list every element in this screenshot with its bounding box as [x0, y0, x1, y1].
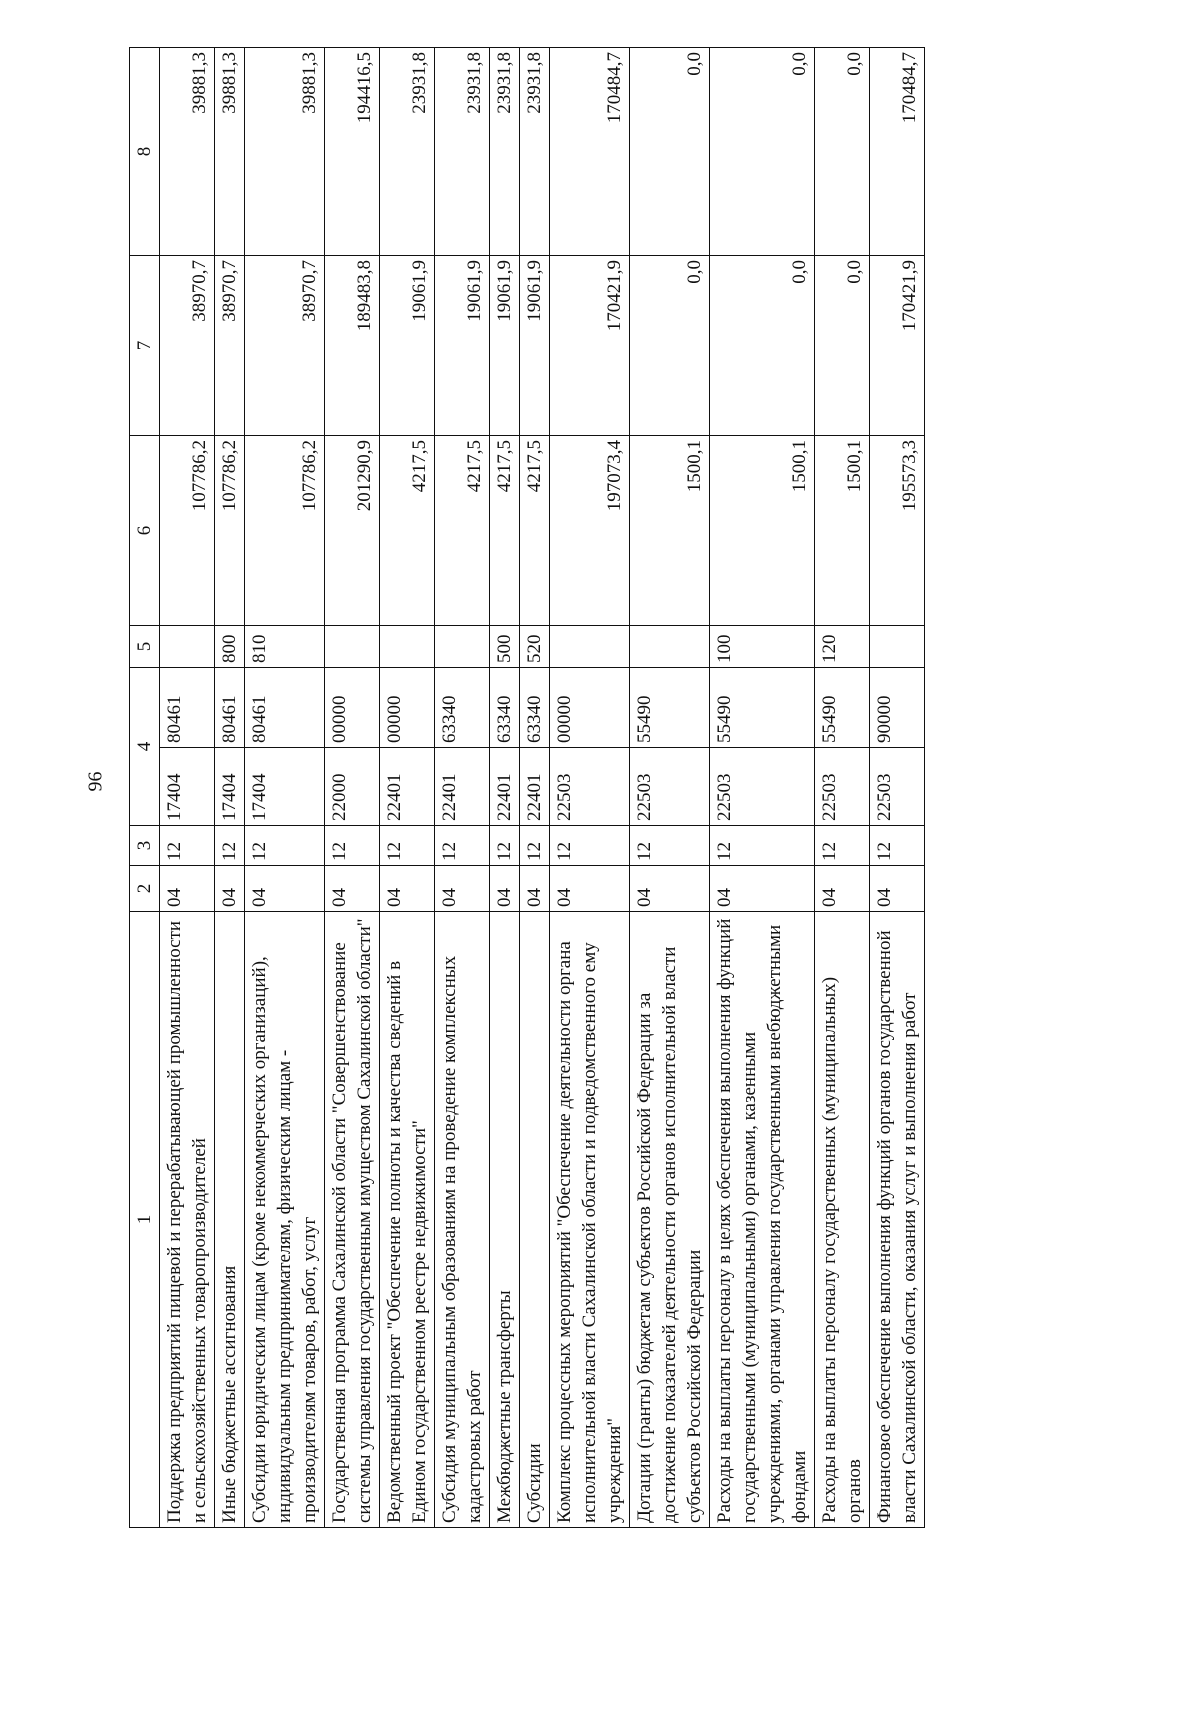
amount-col-7: 19061,9: [490, 256, 520, 436]
target-article-direction: 90000: [870, 668, 925, 748]
target-article-direction: 63340: [520, 668, 550, 748]
table-row: [520, 48, 550, 1528]
target-article-program: 22401: [520, 748, 550, 826]
header-col-5: 5: [130, 626, 160, 668]
amount-col-6: 1500,1: [815, 436, 870, 626]
table-row: [550, 48, 630, 1528]
expense-type: 100: [710, 626, 815, 668]
expense-type: [325, 626, 380, 668]
amount-col-6: 107786,2: [245, 436, 325, 626]
expense-type: [160, 626, 215, 668]
section-code: 04: [160, 866, 215, 912]
expense-type: 120: [815, 626, 870, 668]
subsection-code: 12: [815, 826, 870, 866]
target-article-direction: 63340: [435, 668, 490, 748]
row-name: Субсидия муниципальным образованиям на проведение комплексных кадастровых работ: [435, 912, 490, 1528]
amount-col-7: 19061,9: [435, 256, 490, 436]
expense-type: [630, 626, 710, 668]
table-row: [325, 48, 380, 1528]
header-col-6: 6: [130, 436, 160, 626]
table-row: [435, 48, 490, 1528]
header-col-1: 1: [130, 912, 160, 1528]
table-row: [215, 48, 245, 1528]
amount-col-6: 197073,4: [550, 436, 630, 626]
header-col-8: 8: [130, 48, 160, 256]
row-name: Субсидии юридическим лицам (кроме некоммерческих организаций), индивидуальным предпринимателям, физическим лицам - производителям товаров, работ, услуг: [245, 912, 325, 1528]
target-article-program: 17404: [215, 748, 245, 826]
row-name: Иные бюджетные ассигнования: [215, 912, 245, 1528]
subsection-code: 12: [215, 826, 245, 866]
target-article-program: 22401: [380, 748, 435, 826]
target-article-direction: 80461: [160, 668, 215, 748]
rotated-table-container: [129, 48, 1129, 1528]
row-name: Субсидии: [520, 912, 550, 1528]
row-name: Дотации (гранты) бюджетам субъектов Российской Федерации за достижение показателей деятельности органов исполнительной власти субъектов Российской Федерации: [630, 912, 710, 1528]
target-article-program: 22401: [435, 748, 490, 826]
section-code: 04: [630, 866, 710, 912]
subsection-code: 12: [490, 826, 520, 866]
expense-type: [550, 626, 630, 668]
target-article-direction: 00000: [550, 668, 630, 748]
amount-col-8: 39881,3: [245, 48, 325, 256]
amount-col-7: 19061,9: [380, 256, 435, 436]
header-col-3: 3: [130, 826, 160, 866]
target-article-direction: 80461: [245, 668, 325, 748]
amount-col-7: 38970,7: [160, 256, 215, 436]
table-header-row: [130, 48, 160, 1528]
target-article-program: 17404: [160, 748, 215, 826]
amount-col-6: 107786,2: [160, 436, 215, 626]
target-article-program: 22000: [325, 748, 380, 826]
amount-col-8: 39881,3: [160, 48, 215, 256]
budget-table: [129, 47, 925, 1528]
subsection-code: 12: [435, 826, 490, 866]
amount-col-8: 39881,3: [215, 48, 245, 256]
row-name: Государственная программа Сахалинской области "Совершенствование системы управления государственным имуществом Сахалинской области": [325, 912, 380, 1528]
row-name: Ведомственный проект "Обеспечение полноты и качества сведений в Едином государственном реестре недвижимости": [380, 912, 435, 1528]
target-article-program: 22401: [490, 748, 520, 826]
target-article-program: 17404: [245, 748, 325, 826]
amount-col-7: 0,0: [630, 256, 710, 436]
expense-type: 520: [520, 626, 550, 668]
amount-col-8: 23931,8: [380, 48, 435, 256]
section-code: 04: [380, 866, 435, 912]
target-article-direction: 55490: [710, 668, 815, 748]
amount-col-8: 23931,8: [435, 48, 490, 256]
table-row: [160, 48, 215, 1528]
amount-col-7: 38970,7: [215, 256, 245, 436]
subsection-code: 12: [160, 826, 215, 866]
amount-col-6: 107786,2: [215, 436, 245, 626]
section-code: 04: [520, 866, 550, 912]
amount-col-7: 38970,7: [245, 256, 325, 436]
section-code: 04: [870, 866, 925, 912]
amount-col-6: 1500,1: [630, 436, 710, 626]
amount-col-7: 19061,9: [520, 256, 550, 436]
amount-col-7: 170421,9: [550, 256, 630, 436]
target-article-direction: 55490: [815, 668, 870, 748]
header-col-4: 4: [130, 668, 160, 826]
target-article-program: 22503: [870, 748, 925, 826]
amount-col-8: 23931,8: [490, 48, 520, 256]
amount-col-8: 170484,7: [550, 48, 630, 256]
expense-type: 800: [215, 626, 245, 668]
amount-col-6: 4217,5: [435, 436, 490, 626]
section-code: 04: [245, 866, 325, 912]
target-article-program: 22503: [815, 748, 870, 826]
amount-col-8: 170484,7: [870, 48, 925, 256]
page-number: 96: [84, 771, 107, 792]
subsection-code: 12: [630, 826, 710, 866]
section-code: 04: [550, 866, 630, 912]
amount-col-6: 1500,1: [710, 436, 815, 626]
table-row: [490, 48, 520, 1528]
amount-col-6: 4217,5: [520, 436, 550, 626]
header-col-2: 2: [130, 866, 160, 912]
target-article-program: 22503: [710, 748, 815, 826]
subsection-code: 12: [870, 826, 925, 866]
table-row: [870, 48, 925, 1528]
subsection-code: 12: [325, 826, 380, 866]
table-row: [630, 48, 710, 1528]
section-code: 04: [710, 866, 815, 912]
expense-type: 500: [490, 626, 520, 668]
amount-col-7: 170421,9: [870, 256, 925, 436]
table-row: [380, 48, 435, 1528]
expense-type: [380, 626, 435, 668]
amount-col-7: 189483,8: [325, 256, 380, 436]
target-article-program: 22503: [550, 748, 630, 826]
target-article-direction: 55490: [630, 668, 710, 748]
subsection-code: 12: [380, 826, 435, 866]
section-code: 04: [325, 866, 380, 912]
row-name: Финансовое обеспечение выполнения функций органов государственной власти Сахалинской области, оказания услуг и выполнения работ: [870, 912, 925, 1528]
amount-col-8: 194416,5: [325, 48, 380, 256]
amount-col-7: 0,0: [710, 256, 815, 436]
amount-col-8: 23931,8: [520, 48, 550, 256]
table-row: [245, 48, 325, 1528]
target-article-program: 22503: [630, 748, 710, 826]
target-article-direction: 80461: [215, 668, 245, 748]
amount-col-8: 0,0: [815, 48, 870, 256]
expense-type: [435, 626, 490, 668]
target-article-direction: 00000: [380, 668, 435, 748]
subsection-code: 12: [520, 826, 550, 866]
expense-type: 810: [245, 626, 325, 668]
header-col-7: 7: [130, 256, 160, 436]
subsection-code: 12: [245, 826, 325, 866]
row-name: Межбюджетные трансферты: [490, 912, 520, 1528]
amount-col-8: 0,0: [710, 48, 815, 256]
amount-col-8: 0,0: [630, 48, 710, 256]
row-name: Поддержка предприятий пищевой и перерабатывающей промышленности и сельскохозяйственных товаропроизводителей: [160, 912, 215, 1528]
row-name: Расходы на выплаты персоналу государственных (муниципальных) органов: [815, 912, 870, 1528]
section-code: 04: [490, 866, 520, 912]
table-row: [815, 48, 870, 1528]
amount-col-6: 4217,5: [380, 436, 435, 626]
amount-col-7: 0,0: [815, 256, 870, 436]
expense-type: [870, 626, 925, 668]
section-code: 04: [815, 866, 870, 912]
target-article-direction: 00000: [325, 668, 380, 748]
table-row: [710, 48, 815, 1528]
target-article-direction: 63340: [490, 668, 520, 748]
amount-col-6: 4217,5: [490, 436, 520, 626]
row-name: Расходы на выплаты персоналу в целях обеспечения выполнения функций государственными (муниципальными) органами, казенными учреждениями, органами управления государственными внебюджетными фондами: [710, 912, 815, 1528]
section-code: 04: [215, 866, 245, 912]
subsection-code: 12: [710, 826, 815, 866]
section-code: 04: [435, 866, 490, 912]
amount-col-6: 195573,3: [870, 436, 925, 626]
row-name: Комплекс процессных мероприятий "Обеспечение деятельности органа исполнительной власти Сахалинской области и подведомственного ему учреждения": [550, 912, 630, 1528]
amount-col-6: 201290,9: [325, 436, 380, 626]
subsection-code: 12: [550, 826, 630, 866]
